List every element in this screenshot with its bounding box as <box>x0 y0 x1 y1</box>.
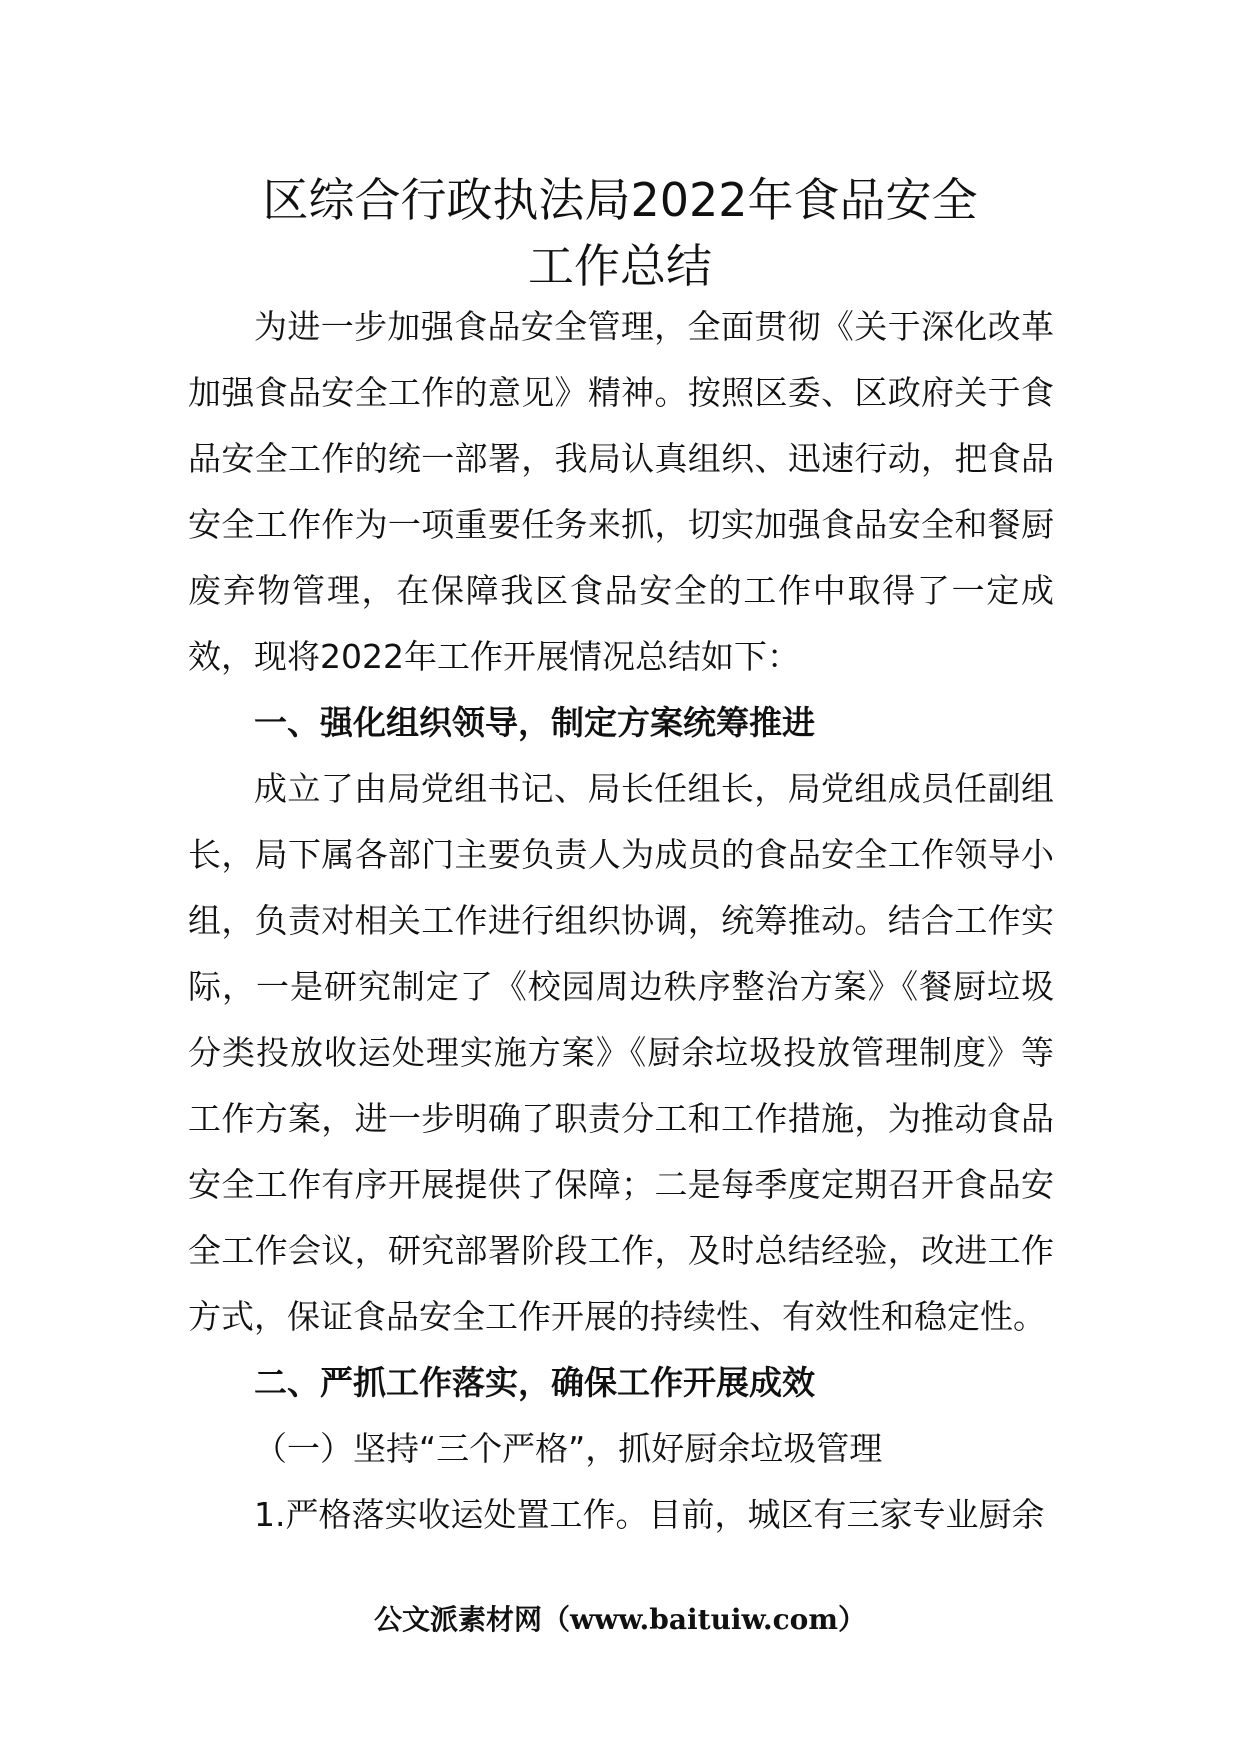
footer-watermark: 公文派素材网（www.baituiw.com） <box>374 1603 866 1636</box>
body-paragraph: 为进一步加强食品安全管理，全面贯彻《关于深化改革加强食品安全工作的意见》精神。按照区委、区政府关于食品安全工作的统一部署，我局认真组织、迅速行动，把食品安全工作作为一项重要任务来抓，切实加强食品安全和餐厨废弃物管理，在保障我区食品安全的工作中取得了一定成效，现将2022年工作开展情况总结如下： <box>188 307 1054 676</box>
section-heading: 二、严抓工作落实，确保工作开展成效 <box>254 1363 815 1402</box>
document-body <box>188 294 1054 1548</box>
body-paragraph: 成立了由局党组书记、局长任组长，局党组成员任副组长，局下属各部门主要负责人为成员的食品安全工作领导小组，负责对相关工作进行组织协调，统筹推动。结合工作实际，一是研究制定了《校园周边秩序整治方案》《餐厨垃圾分类投放收运处理实施方案》《厨余垃圾投放管理制度》等工作方案，进一步明确了职责分工和工作措施，为推动食品安全工作有序开展提供了保障；二是每季度定期召开食品安全工作会议，研究部署阶段工作，及时总结经验，改进工作方式，保证食品安全工作开展的持续性、有效性和稳定性。 <box>188 769 1054 1336</box>
body-paragraph: 1.严格落实收运处置工作。目前，城区有三家专业厨余 <box>254 1495 1045 1534</box>
document-title-line-1: 区综合行政执法局2022年食品安全 <box>262 173 978 227</box>
document-title-line-2: 工作总结 <box>528 239 712 293</box>
section-heading: 一、强化组织领导，制定方案统筹推进 <box>254 703 815 742</box>
body-paragraph: （一）坚持“三个严格”，抓好厨余垃圾管理 <box>254 1429 883 1468</box>
